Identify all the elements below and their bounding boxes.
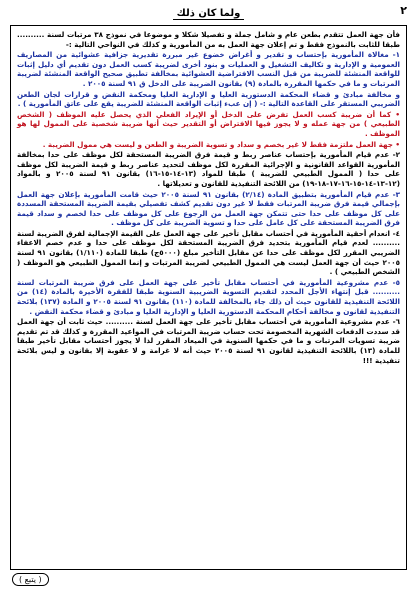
page-number: ٢ bbox=[400, 4, 407, 17]
paragraph-item-4: ٤- انعدام أحقية المأمورية في أحتساب مقابل تأخير على جهة العمل على القيمة الإجمالية لفرق الضريبة لسنة .......... لعدم قيام المأمورية بتحديد فرق الضريبة المستحقة لكل موظف على حدا و عدم خصم الاعفاء الضريبي المقرر لكل موظف على حدا عن مقابل التأخير مبلغ (٥٠٠٠ج) طبقا للمادة (١/١١٠) بقانون ٩١ لسنة ٢٠٠٥ حيث أن جهة العمل ليست هي الممول الطبيعي لضريبة المرتبات و إنما الممول الطبيعي هو الموظف ( الشخص الطبيعي ) . bbox=[17, 228, 401, 277]
section-heading bbox=[10, 8, 407, 19]
paragraph-item-5: ٥- عدم مشروعية المأمورية في أحتساب مقابل تأخير على جهة العمل على فرق ضريبة المرتبات لسنة .......... قبل إنتهاء الأجل المحدد لتقديم التسوية الضريبية السنوية طبقا للفقرة الأخيرة بالمادة (١٤) من اللائحة التنفيذية للقانون حيث أن ذلك جاء بالمخالفة للمادة (١١٠) بقانون ٩١ لسنة ٢٠٠٥ و المادة (١٣٧) بلائحة التنفيذية لقانون و مخالفة أحكام المحكمة الدستورية العليا و الإدارية العليا و مبادئ و قضاء محكمة النقض . bbox=[17, 277, 401, 316]
paragraph-item-3: ٣- عدم قيام المأمورية بتطبيق المادة (٢/١٤) بقانون ٩١ لسنة ٢٠٠٥ حيث قامت المأمورية بإعلان جهة العمل بإجمالي قيمة فرق ضريبة المرتبات فقط لا غير دون تقديم كشف تفصيلي بقيمة الضريبة المستحقة المسددة على كل موظف على حدا حتى تتمكن جهة العمل من الرجوع على كل موظف على حدا لخصم و سداد قيمة فرق الضريبة المستحقة على كل عامل على حدا و تسوية الضريبة على كل موظف . bbox=[17, 189, 400, 228]
bullet-note-1: • كما أن ضريبة كسب العمل تفرض على الدخل أو الإيراد الفعلي الذي يحصل عليه الموظف ( الشخص الطبيعي ) من جهة عمله و لا يجوز فيها الافتراض أو التقدير حيث أنها ضريبة شخصية على الممول لها هو الموظف . bbox=[17, 109, 400, 138]
content-box bbox=[10, 25, 407, 570]
paragraph-intro: فأن جهة العمل تتقدم بطعن عام و شامل جملة و تفصيلا شكلا و موضوعا في نموذج ٣٨ مرتبات لسنة .......... طبقا للثابت بالنموذج فقط و تم إعلان جهة العمل به من المأمورية و كذلك في النواحي التالية :- bbox=[17, 30, 401, 49]
bullet-note-2: • جهة العمل ملتزمة فقط لا غير بخصم و سداد و تسوية الضريبة و الطعن و ليست هي ممول الضريبة . bbox=[42, 139, 400, 149]
paragraph-item-2: ٢- عدم قيام المأمورية بإحتساب عناصر ربط و قيمة فرق الضريبة المستحقة لكل موظف على حدا بمخالفة المأمورية القواعد القانونية و الإجرائية المقررة لكل موظف لتحديد عناصر ربط و قيمة الضريبة لكل موظف على حدا ( الممول الطبيعي للضريبة ) طبقا للمواد (١٣-١٤-١٥-١٦) بقانون ٩١ لسنة ٢٠٠٥ و بالمواد (١٢-١٣-١٤-١٥-١٦-١٧-١٨-١٩) من اللائحة التنفيذية للقانون و تعديلاتها . bbox=[17, 150, 401, 188]
paragraph-item-6: ٦- عدم مشروعية المأمورية في أحتساب مقابل تأخير على جهة العمل لسنة .......... حيث ثابت أن جهة العمل قد سددت الدفعات الشهرية المخصومة تحت حساب ضريبة المرتبات في المواعيد المقررة و كذلك قد تم تقديم ضريبة تسويات المرتبات و ما في حكمها السنوية في الميعاد المقرر لذا لا يجوز أحتساب مقابل تأخير طبقا للمادة (١٣) باللائحة التنفيذية لقانون ٩١ لسنة ٢٠٠٥ حيث أنه لا غرامة و لا عقوبة إلا بقانون و ليس بلائحة تنفيذية !!! bbox=[17, 317, 401, 365]
paragraph-item-1: ١- مغالاة المأمورية بإحتساب و تقدير و أغراض خضوع غير مبررة تقديرية جزافية عشوائية من المصاريف العمومية و الإدارية و تكاليف التشغيل و العمليات و بنود أخرى لضريبة كسب العمل دون تقديم أي دليل إثبات للواقعة المنشئة للضريبة من قبل النسب الافتراضية العشوائية بمخالفة تطبيق صحيح الواقعة المنشئة لضريبة المرتبات و ما في حكمها المقررة بالمادة (٩) بقانون الضريبة على الدخل ق ٩١ لسنة ٢٠٠٥ . bbox=[17, 50, 400, 88]
footer-label: ( يتبع ) bbox=[12, 573, 49, 586]
paragraph-item-1-note: و مخالفة مبادئ و قضاء المحكمة الدستورية العليا و الإدارية العليا ومحكمة النقض و قرارات لجان الطعن الضريبي المستقر على القاعدة التالية :- ( إن عبء إثبات الواقعة المنشئة للضريبة يقع على عاتق المأمورية ) . bbox=[17, 89, 400, 109]
footer-continued bbox=[12, 575, 49, 584]
section-heading-text: ولما كان ذلك bbox=[173, 8, 245, 20]
